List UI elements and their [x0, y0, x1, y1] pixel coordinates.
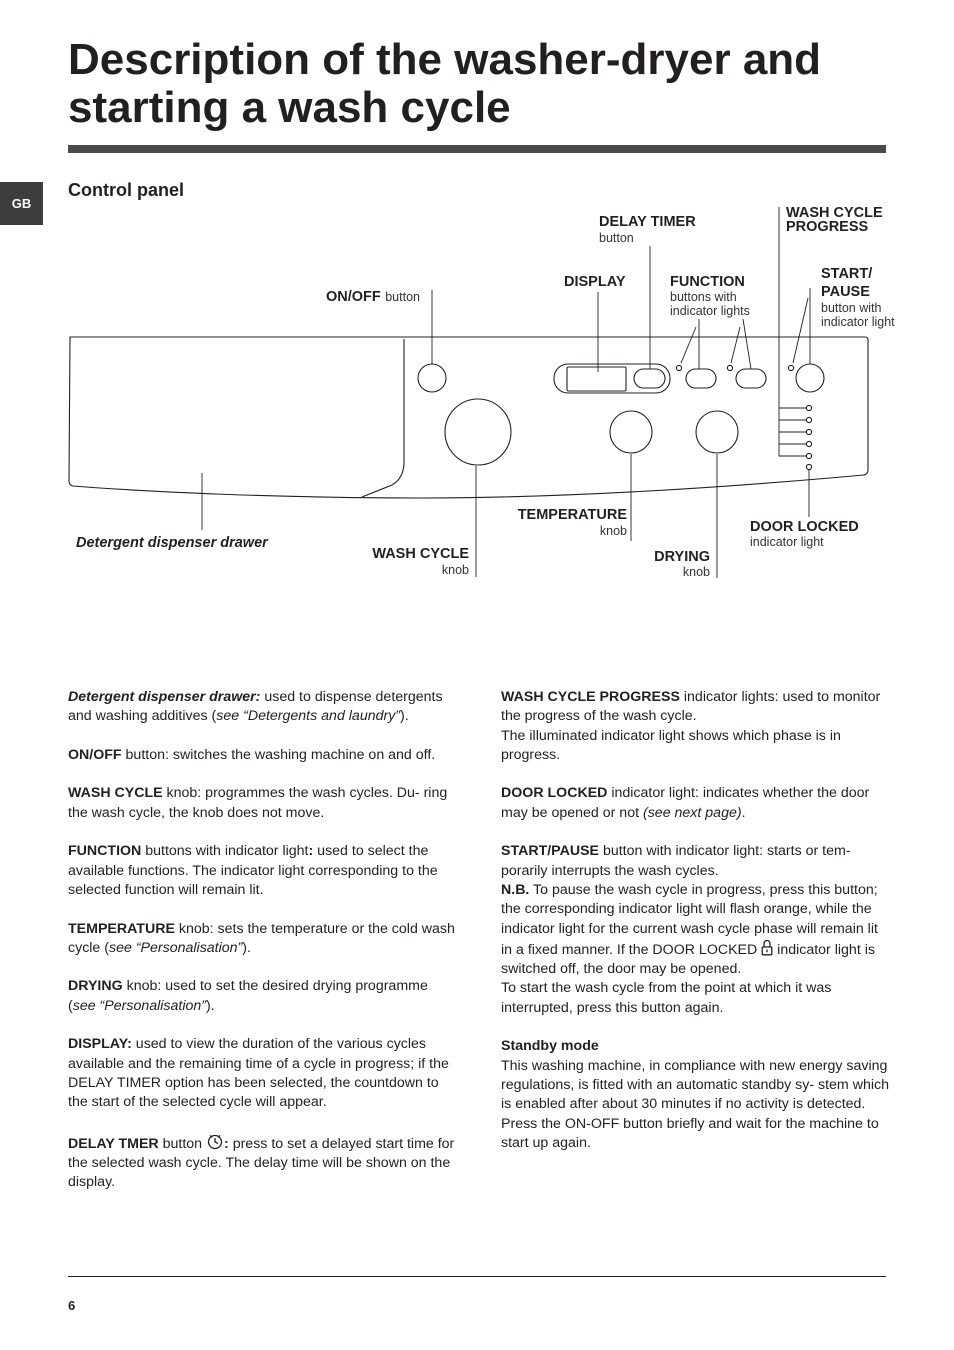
- para-standby: Standby mode This washing machine, in compliance with new energy saving regulations, is fitted with an automatic standby sy- stem which is enabled after about 30 minutes if no activity is detected. Press the ON-OFF button briefly and wait for the machine to start up again.: [501, 1038, 889, 1151]
- progress-light-5: [806, 453, 811, 458]
- door-locked-label: DOOR LOCKED: [750, 519, 859, 535]
- on-off-sub: button: [385, 290, 420, 304]
- para-display: DISPLAY: used to view the duration of the various cycles available and the remaining time of a cycle in progress; if the DELAY TIMER option has been selected, the countdown to the start of the selected cycle will appear.: [68, 1036, 449, 1111]
- drying-knob-shape: [696, 411, 738, 453]
- para-drying: DRYING knob: used to set the desired drying programme (see “Personalisation”).: [68, 978, 428, 1014]
- drying-sub: knob: [682, 565, 710, 579]
- section-title: Control panel: [68, 180, 184, 200]
- para-delay: DELAY TMER button : press to set a delayed start time for the selected wash cycle. The delay time will be shown on the display.: [68, 1132, 458, 1193]
- progress-light-3: [806, 429, 811, 434]
- delay-timer-sub: button: [599, 231, 634, 245]
- page-title: Description of the washer-dryer and starting a wash cycle: [68, 35, 822, 132]
- drawer-label: Detergent dispenser drawer: [76, 535, 268, 551]
- temperature-sub: knob: [599, 524, 627, 538]
- wash-cycle-sub: knob: [441, 563, 469, 577]
- left-column: [68, 688, 458, 1212]
- function-sub-1: buttons with: [670, 290, 737, 304]
- on-off-label: ON/OFF: [326, 289, 381, 305]
- padlock-icon: [761, 939, 773, 956]
- right-column: [501, 688, 891, 1172]
- delay-timer-label: DELAY TIMER: [599, 214, 696, 230]
- start-pause-label-1: START/: [821, 266, 873, 282]
- delay-timer-button-shape: [634, 369, 665, 388]
- on-off-button-shape: [418, 364, 446, 392]
- para-door: DOOR LOCKED indicator light: indicates whether the door may be opened or not (see next page).: [501, 785, 870, 821]
- temperature-knob-shape: [610, 411, 652, 453]
- start-pause-sub-1: button with: [821, 301, 882, 315]
- display-housing: [554, 364, 670, 393]
- display-label: DISPLAY: [564, 274, 626, 290]
- drying-label: DRYING: [654, 549, 710, 565]
- standby-heading: Standby mode: [501, 1038, 599, 1055]
- start-light: [788, 365, 793, 370]
- function-button-1-shape: [686, 369, 716, 388]
- progress-light-4: [806, 441, 811, 446]
- start-pause-sub-2: indicator light: [821, 315, 895, 329]
- para-progress: WASH CYCLE PROGRESS indicator lights: used to monitor the progress of the wash cycle. The illuminated indicator light shows which phase is in progress.: [501, 689, 881, 763]
- footer-rule: [68, 1276, 886, 1277]
- title-rule: [68, 145, 886, 153]
- para-drawer: Detergent dispenser drawer: used to dispense detergents and washing additives (see “Detergents and laundry”).: [68, 689, 443, 725]
- language-tab: GB: [0, 182, 43, 225]
- start-pause-label-2: PAUSE: [821, 284, 870, 300]
- delay-timer-icon: [206, 1132, 224, 1150]
- on-off-callout: [326, 288, 420, 306]
- para-onoff: ON/OFF button: switches the washing machine on and off.: [68, 746, 436, 763]
- para-wash-cycle: WASH CYCLE knob: programmes the wash cycles. Du- ring the wash cycle, the knob does not move.: [68, 785, 448, 821]
- wash-progress-label-2: PROGRESS: [786, 219, 869, 235]
- para-startpause: START/PAUSE button with indicator light: starts or tem- porarily interrupts the wash cycles. N.B. To pause the wash cycle in progress, press this button; the corresponding indicator light will flash orange, while the indicator light for the current wash cycle phase will remain lit in a fixed manner. If the DOOR LOCKED indicator light is switched off, the door may be opened. To start the wash cycle from the point at which it was interrupted, press this button again.: [501, 843, 878, 1016]
- function-light-1: [676, 365, 681, 370]
- function-label: FUNCTION: [670, 274, 745, 290]
- function-sub-2: indicator lights: [670, 304, 750, 318]
- panel-outline: [69, 337, 868, 498]
- door-locked-light: [806, 464, 811, 469]
- para-temperature: TEMPERATURE knob: sets the temperature or the cold wash cycle (see “Personalisation”).: [68, 920, 455, 956]
- wash-progress-label-1: WASH CYCLE: [786, 205, 883, 221]
- wash-cycle-label: WASH CYCLE: [372, 546, 469, 562]
- progress-light-2: [806, 417, 811, 422]
- progress-light-1: [806, 405, 811, 410]
- wash-cycle-knob-shape: [445, 399, 511, 465]
- door-locked-sub: indicator light: [750, 535, 824, 549]
- function-button-2-shape: [736, 369, 766, 388]
- start-pause-button-shape: [796, 364, 824, 392]
- temperature-label: TEMPERATURE: [517, 507, 627, 523]
- function-light-2: [727, 365, 732, 370]
- page-number: 6: [68, 1298, 76, 1313]
- display-screen: [567, 367, 626, 391]
- para-function: FUNCTION buttons with indicator light: used to select the available functions. The indicator light corresponding to the selected function will remain lit.: [68, 843, 438, 898]
- drawer-edge: [362, 339, 404, 497]
